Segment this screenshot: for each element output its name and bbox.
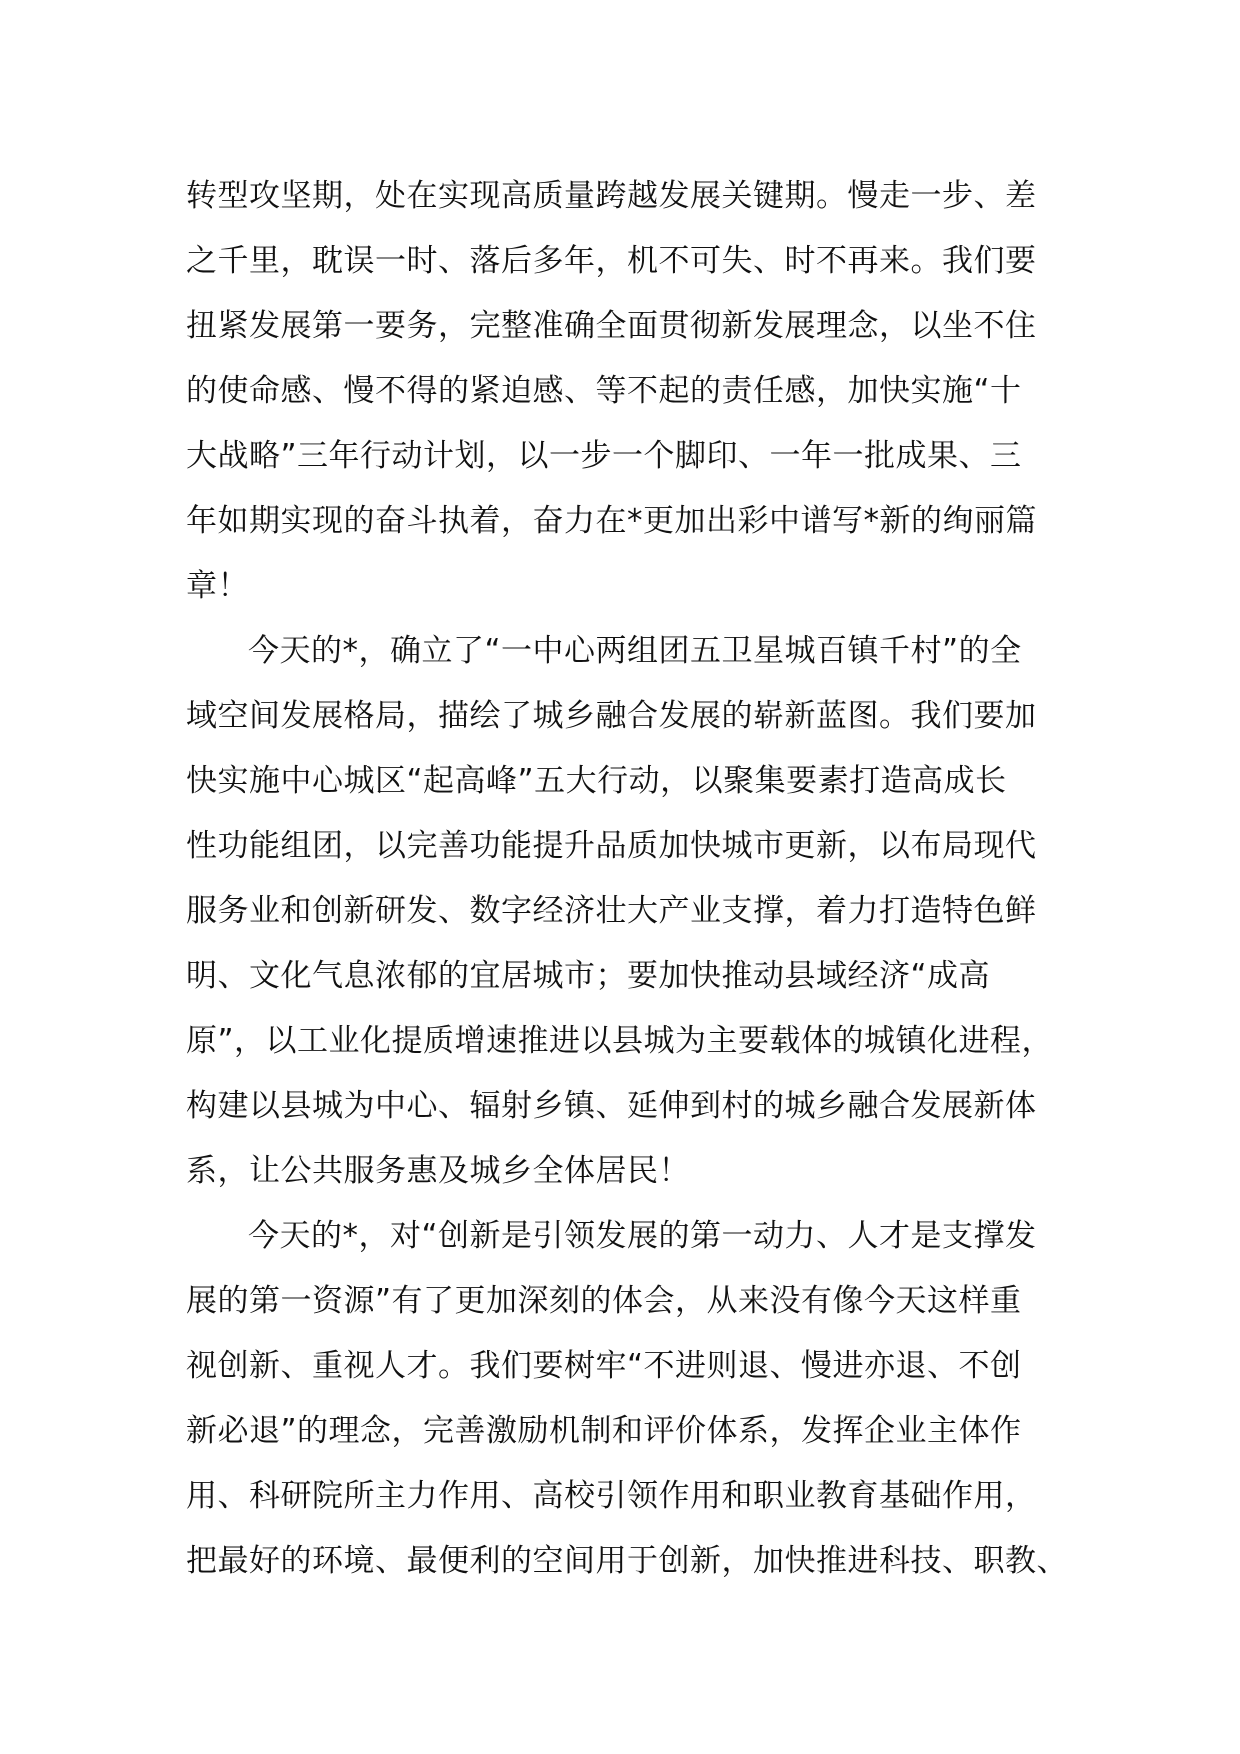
text-line: 转型攻坚期，处在实现高质量跨越发展关键期。慢走一步、差 bbox=[186, 178, 1037, 214]
text-line: 大战略”三年行动计划，以一步一个脚印、一年一批成果、三 bbox=[186, 438, 1022, 474]
paragraph-2 bbox=[186, 619, 1086, 1204]
text-line: 把最好的环境、最便利的空间用于创新，加快推进科技、职教、 bbox=[186, 1543, 1068, 1579]
text-line-indented: 今天的*，对“创新是引领发展的第一动力、人才是支撑发 bbox=[248, 1218, 1037, 1254]
text-line: 系，让公共服务惠及城乡全体居民！ bbox=[186, 1153, 690, 1189]
text-line: 性功能组团，以完善功能提升品质加快城市更新，以布局现代 bbox=[186, 828, 1037, 864]
document-body bbox=[186, 164, 1086, 1594]
text-line: 原”，以工业化提质增速推进以县城为主要载体的城镇化进程， bbox=[186, 1023, 1054, 1059]
text-line: 服务业和创新研发、数字经济壮大产业支撑，着力打造特色鲜 bbox=[186, 893, 1037, 929]
text-line: 扭紧发展第一要务，完整准确全面贯彻新发展理念，以坐不住 bbox=[186, 308, 1037, 344]
text-line: 的使命感、慢不得的紧迫感、等不起的责任感，加快实施“十 bbox=[186, 373, 1022, 409]
text-line: 域空间发展格局，描绘了城乡融合发展的崭新蓝图。我们要加 bbox=[186, 698, 1037, 734]
text-line: 章！ bbox=[186, 568, 249, 604]
text-line: 构建以县城为中心、辐射乡镇、延伸到村的城乡融合发展新体 bbox=[186, 1088, 1037, 1124]
text-line: 视创新、重视人才。我们要树牢“不进则退、慢进亦退、不创 bbox=[186, 1348, 1022, 1384]
text-line: 新必退”的理念，完善激励机制和评价体系，发挥企业主体作 bbox=[186, 1413, 1022, 1449]
text-line: 明、文化气息浓郁的宜居城市；要加快推动县域经济“成高 bbox=[186, 958, 991, 994]
paragraph-3 bbox=[186, 1204, 1086, 1594]
text-line: 用、科研院所主力作用、高校引领作用和职业教育基础作用， bbox=[186, 1478, 1037, 1514]
text-line: 年如期实现的奋斗执着，奋力在*更加出彩中谱写*新的绚丽篇 bbox=[186, 503, 1037, 539]
text-line: 展的第一资源”有了更加深刻的体会，从来没有像今天这样重 bbox=[186, 1283, 1022, 1319]
text-line: 之千里，耽误一时、落后多年，机不可失、时不再来。我们要 bbox=[186, 243, 1037, 279]
text-line: 快实施中心城区“起高峰”五大行动，以聚集要素打造高成长 bbox=[186, 763, 1007, 799]
paragraph-1 bbox=[186, 164, 1086, 619]
text-line-indented: 今天的*，确立了“一中心两组团五卫星城百镇千村”的全 bbox=[248, 633, 1022, 669]
